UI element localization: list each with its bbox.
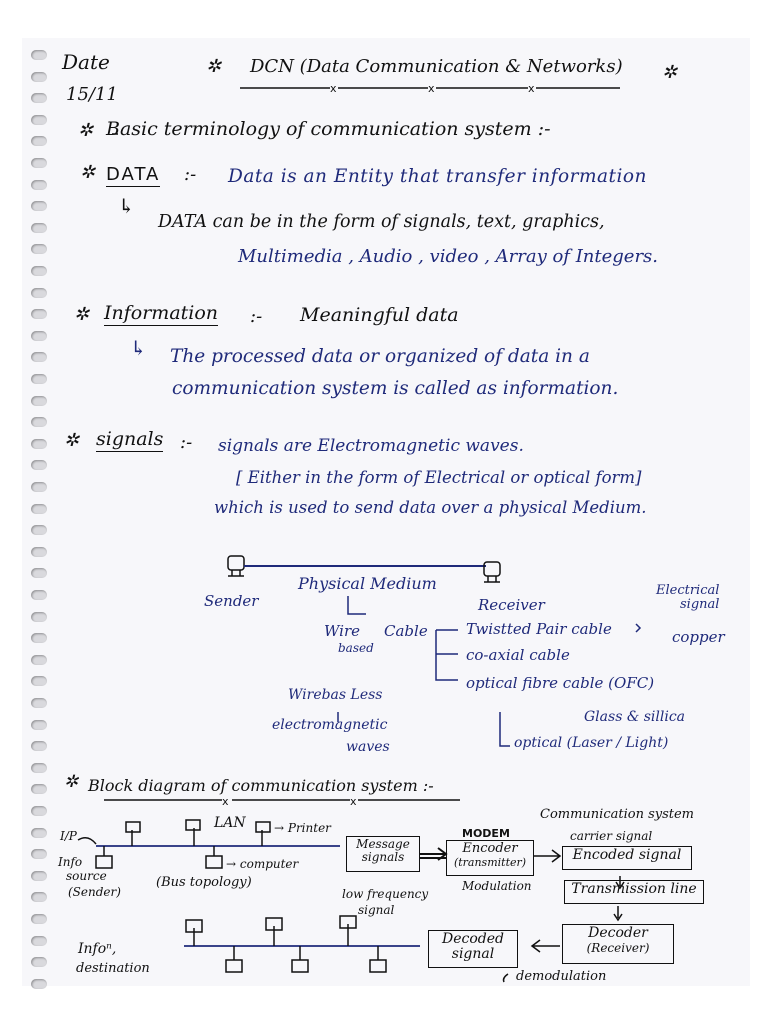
decoded-signal-box: Decoded signal [428, 930, 518, 968]
lan-label: LAN [214, 815, 246, 831]
encoder-label: Encoder [462, 841, 518, 856]
date-value: 15/11 [66, 84, 118, 105]
carrier-signal-label: carrier signal [570, 829, 653, 843]
date-label: Date [62, 50, 110, 74]
wireless-label: electromagnetic [272, 717, 388, 733]
information-line-1: The processed data or organized of data in a [170, 346, 590, 367]
term-signals: signals [96, 428, 164, 450]
separator: :- [184, 164, 197, 185]
svg-text:x: x [350, 795, 357, 808]
transmission-line-box: Transmission line [564, 880, 704, 904]
wire-based-label: based [338, 641, 374, 655]
signals-definition: signals are Electromagnetic waves. [218, 436, 524, 456]
arrow-icon: ↳ [118, 194, 135, 218]
encoder-box [446, 840, 534, 876]
star-icon: ✲ [74, 304, 90, 325]
information-line-2: communication system is called as information. [172, 378, 619, 399]
message-signal-box: Message signals [346, 836, 420, 872]
info-source-label: (Sender) [68, 885, 121, 899]
computer-label: → computer [226, 857, 299, 871]
printer-label: → Printer [274, 821, 331, 835]
info-source-label: Info [58, 855, 83, 869]
modulation-label: Modulation [462, 879, 532, 893]
info-destination-label: Infoⁿ, [78, 941, 117, 957]
star-icon: ✲ [206, 56, 222, 77]
modem-label: MODEM [462, 827, 510, 840]
sender-label: Sender [204, 592, 259, 610]
arrow-icon: ↳ [130, 336, 147, 360]
signals-line-1: [ Either in the form of Electrical or optical form] [236, 468, 642, 487]
svg-text:x: x [222, 795, 229, 808]
low-frequency-label: signal [358, 903, 395, 917]
signals-line-2: which is used to send data over a physical Medium. [214, 498, 647, 517]
receiver-label: Receiver [478, 596, 545, 614]
star-icon: ✲ [78, 120, 94, 141]
star-icon: ✲ [80, 162, 96, 183]
glass-label: Glass & sillica [584, 709, 686, 725]
svg-text:x: x [528, 82, 535, 95]
term-information: Information [104, 302, 219, 324]
wireless-label: Wirebas Less [288, 687, 383, 703]
info-source-label: source [66, 869, 107, 883]
electrical-signal-label: Electrical [656, 583, 720, 598]
star-icon: ✲ [64, 772, 79, 792]
page-title: DCN (Data Communication & Networks) [250, 56, 623, 77]
encoded-signal-box: Encoded signal [562, 846, 692, 870]
section-heading-basic: Basic terminology of communication system :- [106, 118, 551, 140]
block-diagram-heading: Block diagram of communication system :- [88, 776, 434, 795]
svg-text:x: x [428, 82, 435, 95]
data-line-2: Multimedia , Audio , video , Array of Integers. [238, 246, 659, 267]
decoder-label: Decoder [588, 925, 648, 941]
cable-label: Cable [384, 622, 428, 640]
information-definition: Meaningful data [300, 304, 459, 326]
electrical-signal-label: signal [680, 597, 720, 612]
wireless-label: waves [346, 739, 390, 755]
physical-medium-label: Physical Medium [298, 574, 437, 593]
svg-text:x: x [330, 82, 337, 95]
decoder-box [562, 924, 674, 964]
ip-label: I/P [60, 829, 77, 843]
term-data: DATA [106, 164, 161, 185]
data-line-1: DATA can be in the form of signals, text, graphics, [158, 212, 605, 232]
wire-label: Wire [324, 622, 360, 640]
data-definition: Data is an Entity that transfer information [228, 166, 647, 187]
separator: :- [250, 306, 263, 327]
star-icon: ✲ [662, 62, 678, 83]
bus-topology-label: (Bus topology) [156, 875, 252, 890]
optical-fibre-label: optical fibre cable (OFC) [466, 674, 655, 692]
twisted-pair-label: Twistted Pair cable [466, 620, 612, 638]
star-icon: ✲ [64, 430, 80, 451]
info-destination-label: destination [76, 961, 150, 976]
coaxial-label: co-axial cable [466, 646, 570, 664]
demodulation-label: demodulation [516, 969, 607, 984]
transmitter-label: (transmitter) [453, 855, 527, 869]
copper-label: copper [672, 628, 725, 646]
optical-light-label: optical (Laser / Light) [514, 735, 669, 751]
communication-system-label: Communication system [540, 807, 695, 822]
receiver-box-label: (Receiver) [586, 940, 650, 955]
separator: :- [180, 432, 193, 453]
low-frequency-label: low frequency [342, 887, 429, 901]
